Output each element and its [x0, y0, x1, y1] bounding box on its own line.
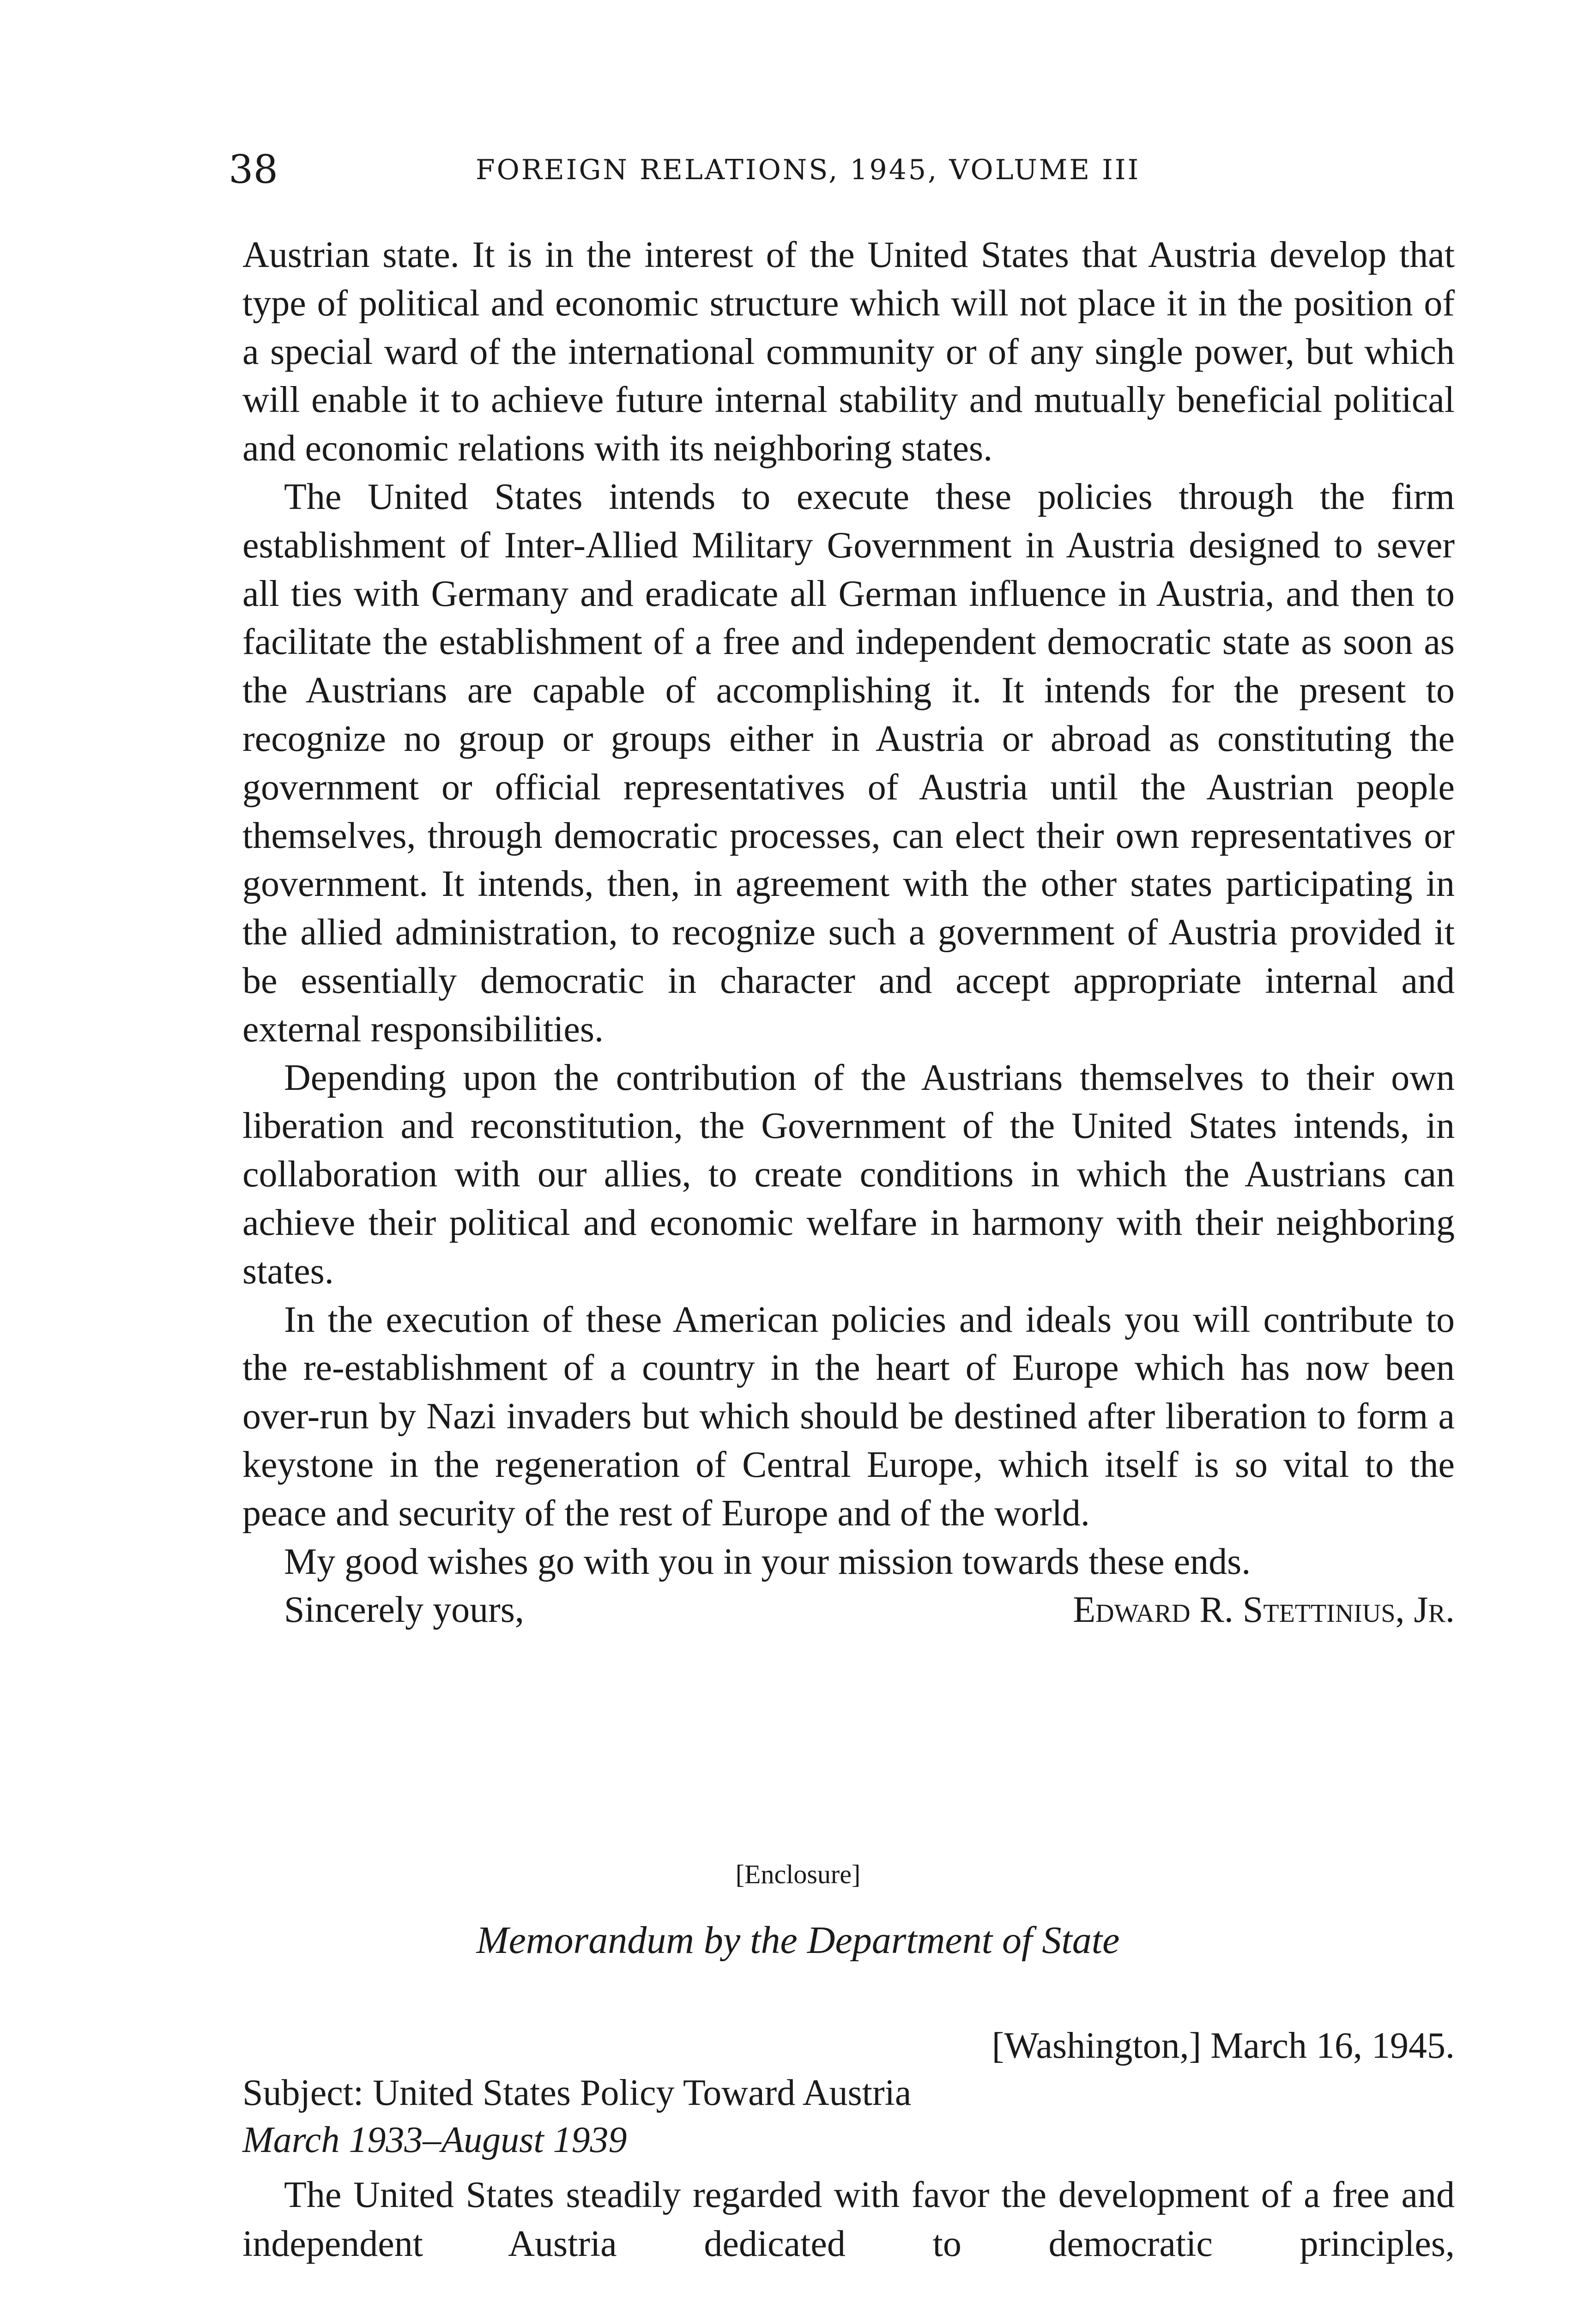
memorandum-body: [242, 2170, 1455, 2268]
memorandum-title: Memorandum by the Department of State: [476, 1919, 1120, 1962]
memorandum-paragraph: The United States steadily regarded with favor the development of a free and independent Austria dedicated to democratic principles,: [242, 2175, 1455, 2264]
running-head: FOREIGN RELATIONS, 1945, VOLUME III: [476, 154, 1141, 186]
complimentary-close: Sincerely yours,: [284, 1590, 524, 1631]
good-wishes-line: My good wishes go with you in your mission towards these ends.: [284, 1541, 1251, 1582]
enclosure-label: [Enclosure]: [735, 1859, 861, 1889]
letter-body: [242, 231, 1455, 1634]
section-heading: March 1933–August 1939: [242, 2120, 627, 2160]
page-number: 38: [229, 147, 278, 192]
letter-paragraph: Austrian state. It is in the interest of the United States that Austria develop that type of political and economic structure which will not place it in the position of a special ward of the international community or of any single power, but which will enable it to achieve future internal stability and mutually beneficial political and economic relations with its neighboring states.: [242, 235, 1455, 469]
signature: Edward R. Stettinius, Jr.: [1073, 1590, 1455, 1631]
letter-paragraph: In the execution of these American policies and ideals you will contribute to the re-establishment of a country in the heart of Europe which has now been over-run by Nazi invaders but which should be destined after liberation to form a keystone in the regeneration of Central Europe, which itself is so vital to the peace and security of the rest of Europe and of the world.: [242, 1299, 1455, 1534]
subject-line: Subject: United States Policy Toward Austria: [242, 2073, 912, 2113]
dateline: [Washington,] March 16, 1945.: [991, 2025, 1455, 2066]
closing-row: [242, 1586, 1455, 1634]
letter-paragraph: The United States intends to execute these policies through the firm establishment of Inter-Allied Military Government in Austria designed to sever all ties with Germany and eradicate all German influence in Austria, and then to facilitate the establishment of a free and independent democratic state as soon as the Austrians are capable of accomplishing it. It intends for the present to recognize no group or groups either in Austria or abroad as constituting the government or official representatives of Austria until the Austrian people themselves, through democratic processes, can elect their own representatives or government. It intends, then, in agreement with the other states participating in the allied administration, to recognize such a government of Austria provided it be essentially democratic in character and accept appropriate internal and external responsibilities.: [242, 476, 1455, 1050]
letter-paragraph: Depending upon the contribution of the Austrians themselves to their own liberation and reconstitution, the Government of the United States intends, in collaboration with our allies, to create conditions in which the Austrians can achieve their political and economic welfare in harmony with their neighboring states.: [242, 1057, 1455, 1292]
